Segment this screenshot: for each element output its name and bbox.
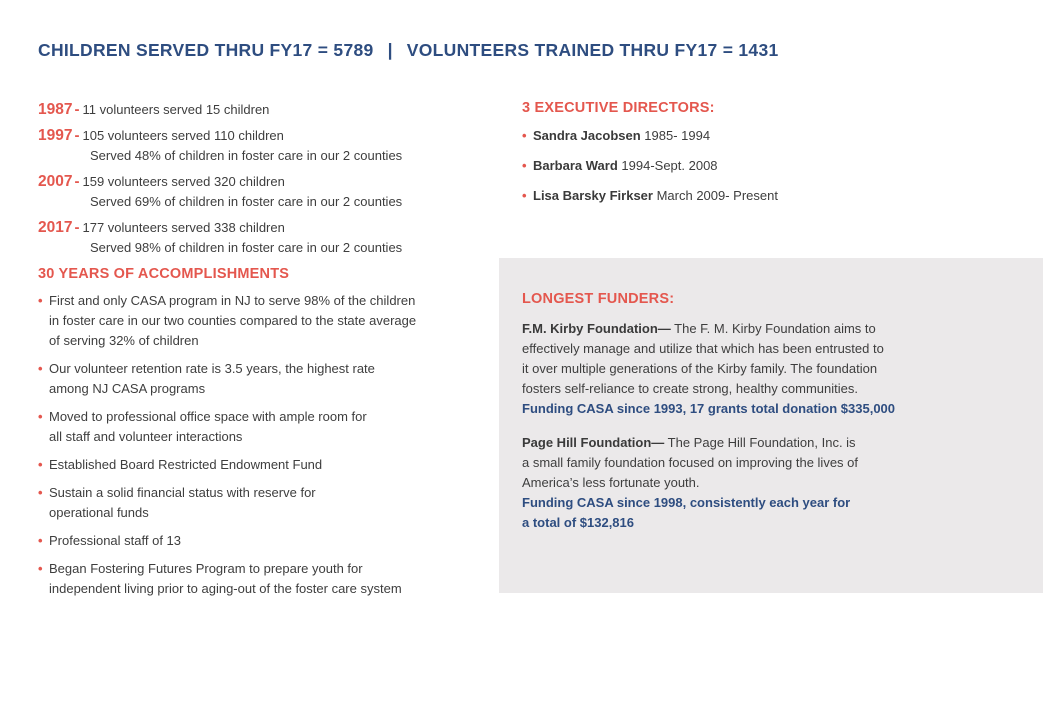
bullet-icon: • [38,533,43,548]
timeline-subtext: Served 48% of children in foster care in our 2 counties [90,148,403,163]
list-item-line: among NJ CASA programs [49,381,206,396]
timeline-dash: - [74,101,80,118]
right-column [522,100,992,216]
timeline-dash: - [74,127,80,144]
funder-funding-summary: a total of $132,816 [522,515,634,530]
funder-funding-summary: Funding CASA since 1993, 17 grants total donation $335,000 [522,401,896,416]
bullet-icon: • [38,293,43,308]
director-name: Lisa Barsky Firkser [533,188,653,203]
bullet-icon: • [522,158,527,173]
bullet-icon: • [38,561,43,576]
headline-stats [38,40,1038,61]
headline-separator: | [387,40,393,60]
timeline-item [38,218,488,258]
timeline-text: 105 volunteers served 110 children [82,128,284,143]
funder-entry [522,319,1022,419]
timeline-year: 1997 [38,127,73,144]
director-tenure: March 2009- Present [656,188,778,203]
timeline-text: 177 volunteers served 338 children [82,220,285,235]
funder-description-line: fosters self-reliance to create strong, healthy communities. [522,381,858,396]
timeline-subtext: Served 98% of children in foster care in our 2 counties [90,240,403,255]
list-item [38,455,488,475]
list-item-line: Our volunteer retention rate is 3.5 years, the highest rate [49,361,375,376]
directors-title: 3 EXECUTIVE DIRECTORS: [522,100,715,116]
list-item [38,531,488,551]
timeline-subtext: Served 69% of children in foster care in our 2 counties [90,194,403,209]
bullet-icon: • [38,457,43,472]
list-item-line: First and only CASA program in NJ to serve 98% of the children [49,293,416,308]
accomplishments-title: 30 YEARS OF ACCOMPLISHMENTS [38,266,290,282]
funder-description: The F. M. Kirby Foundation aims to [674,321,876,336]
timeline-year: 2017 [38,219,73,236]
list-item [38,291,488,351]
funder-description-line: America’s less fortunate youth. [522,475,700,490]
funder-description-line: a small family foundation focused on improving the lives of [522,455,859,470]
list-item-line: of serving 32% of children [49,333,199,348]
timeline-item [38,126,488,166]
funders-title: LONGEST FUNDERS: [522,291,675,307]
list-item [522,126,992,146]
list-item [38,407,488,447]
director-tenure: 1994-Sept. 2008 [621,158,718,173]
list-item-line: all staff and volunteer interactions [49,429,243,444]
funder-description-line: it over multiple generations of the Kirby family. The foundation [522,361,878,376]
bullet-icon: • [522,128,527,143]
timeline-text: 11 volunteers served 15 children [82,102,270,117]
accomplishments-list [38,291,488,599]
directors-list [522,126,992,206]
director-name: Sandra Jacobsen [533,128,641,143]
funder-name: Page Hill Foundation— [522,435,665,450]
funder-name: F.M. Kirby Foundation— [522,321,671,336]
funder-description: The Page Hill Foundation, Inc. is [667,435,856,450]
funders-content [522,291,1022,533]
list-item-line: in foster care in our two counties compared to the state average [49,313,417,328]
bullet-icon: • [38,485,43,500]
bullet-icon: • [38,409,43,424]
timeline-year: 1987 [38,101,73,118]
timeline-year: 2007 [38,173,73,190]
list-item [38,359,488,399]
funder-entry [522,433,1022,533]
director-name: Barbara Ward [533,158,618,173]
timeline-item [38,100,488,120]
bullet-icon: • [522,188,527,203]
bullet-icon: • [38,361,43,376]
list-item [38,483,488,523]
list-item [522,156,992,176]
list-item-line: Moved to professional office space with ample room for [49,409,367,424]
list-item-line: Sustain a solid financial status with reserve for [49,485,316,500]
funders-panel [499,258,1043,593]
timeline-dash: - [74,219,80,236]
timeline-text: 159 volunteers served 320 children [82,174,285,189]
funder-first-line [522,433,1022,453]
list-item [38,559,488,599]
director-tenure: 1985- 1994 [644,128,711,143]
funder-first-line [522,319,1022,339]
timeline-dash: - [74,173,80,190]
funder-funding-summary: Funding CASA since 1998, consistently each year for [522,495,851,510]
list-item [522,186,992,206]
volunteers-trained-stat: VOLUNTEERS TRAINED THRU FY17 = 1431 [406,40,779,60]
left-column [38,100,488,607]
list-item-line: independent living prior to aging-out of the foster care system [49,581,402,596]
children-served-stat: CHILDREN SERVED THRU FY17 = 5789 [38,40,374,60]
list-item-line: Professional staff of 13 [49,533,182,548]
list-item-line: Began Fostering Futures Program to prepare youth for [49,561,363,576]
timeline [38,100,488,258]
timeline-item [38,172,488,212]
funder-description-line: effectively manage and utilize that which has been entrusted to [522,341,884,356]
list-item-line: operational funds [49,505,149,520]
list-item-line: Established Board Restricted Endowment Fund [49,457,323,472]
